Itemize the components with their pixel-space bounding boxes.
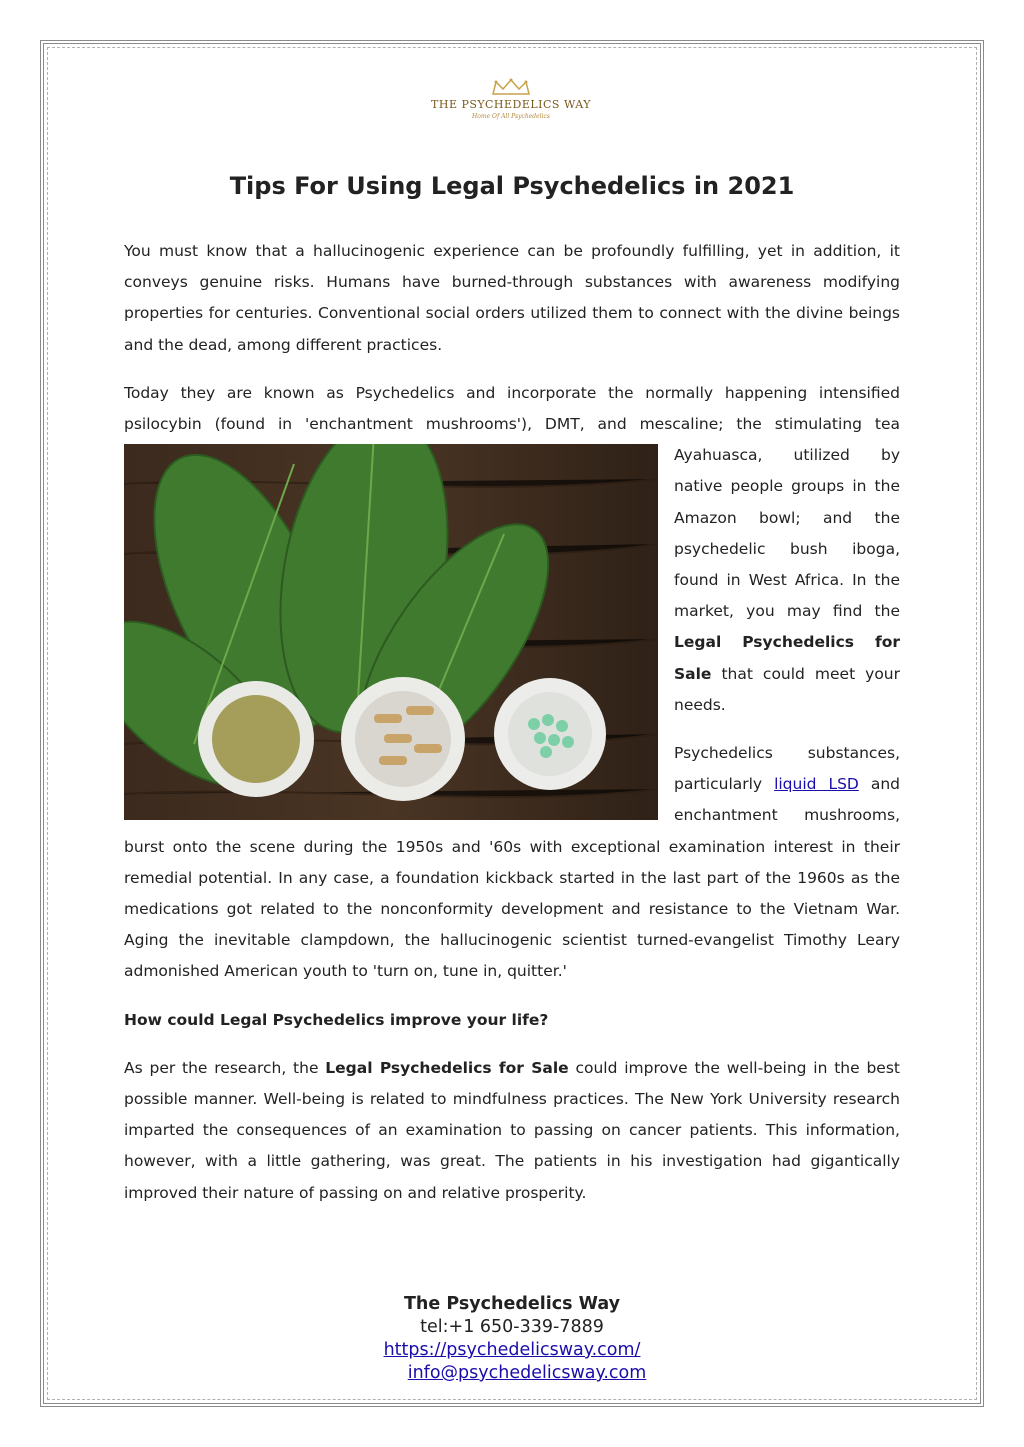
footer-website-link[interactable]: https://psychedelicsway.com/	[383, 1340, 641, 1360]
paragraph-research-tail: could improve the well-being in the best possible manner. Well-being is related to mindfulness practices. The New York University research imparted the consequences of an examination to passing on cancer patients. This information, however, with a little gathering, was great. The patients in his investigation had gigantically improved their nature of passing on and relative prosperity.	[124, 1058, 901, 1202]
footer-company-name: The Psychedelics Way	[403, 1294, 621, 1314]
footer-email-link[interactable]: info@psychedelicsway.com	[407, 1363, 647, 1383]
paragraph-psychedelics-today	[124, 378, 900, 721]
logo-tagline: Home Of All Psychedelics	[472, 113, 550, 120]
paragraph-history-lead: Psychedelics substances, particularly	[674, 744, 900, 794]
paragraph-intro: You must know that a hallucinogenic experience can be profoundly fulfilling, yet in addition, it conveys genuine risks. Humans have burned-through substances with awareness modifying properties for centuries. Conventional social orders utilized them to connect with the divine beings and the dead, among different practices.	[124, 242, 900, 354]
paragraph-history-tail: and enchantment mushrooms, burst onto the scene during the 1950s and '60s with exceptional examination interest in their remedial potential. In any case, a foundation kickback started in the last part of the 1960s as the medications got related to the nonconformity development and resistance to the Vietnam War. Aging the inevitable clampdown, the hallucinogenic scientist turned-evangelist Timothy Leary admonished American youth to 'turn on, tune in, quitter.'	[124, 775, 900, 981]
page-title: Tips For Using Legal Psychedelics in 2021	[229, 172, 795, 200]
brand-logo	[428, 70, 594, 136]
paragraph-research-bold: Legal Psychedelics for Sale	[325, 1058, 569, 1077]
footer-phone: tel:+1 650-339-7889	[420, 1317, 604, 1337]
paragraph-psychedelics-today-lead: Today they are known as Psychedelics and incorporate the normally happening intensified psilocybin (found in 'enchantment mushrooms'), DMT, and mescaline; the	[124, 383, 900, 434]
paragraph-research	[124, 1053, 900, 1209]
liquid-lsd-link[interactable]: liquid LSD	[774, 775, 859, 794]
contact-footer	[124, 1293, 900, 1385]
crown-icon	[491, 78, 531, 96]
paragraph-psychedelics-today-bold: Legal Psychedelics for Sale	[674, 633, 900, 683]
section-heading: How could Legal Psychedelics improve your life?	[124, 1010, 549, 1029]
article-body	[124, 236, 900, 1226]
paragraph-psychedelics-today-tail: that could meet your needs.	[674, 664, 900, 714]
paragraph-psychedelics-today-lead-rest: stimulating tea Ayahuasca, utilized by native people groups in the Amazon bowl; and the psychedelic bush iboga, found in West Africa. In the market, you may find the	[674, 415, 900, 621]
article-photo-illustration	[124, 444, 658, 820]
article-photo	[124, 444, 658, 820]
paragraph-research-lead: As per the research, the	[124, 1058, 326, 1077]
logo-name: THE PSYCHEDELICS WAY	[431, 98, 591, 111]
